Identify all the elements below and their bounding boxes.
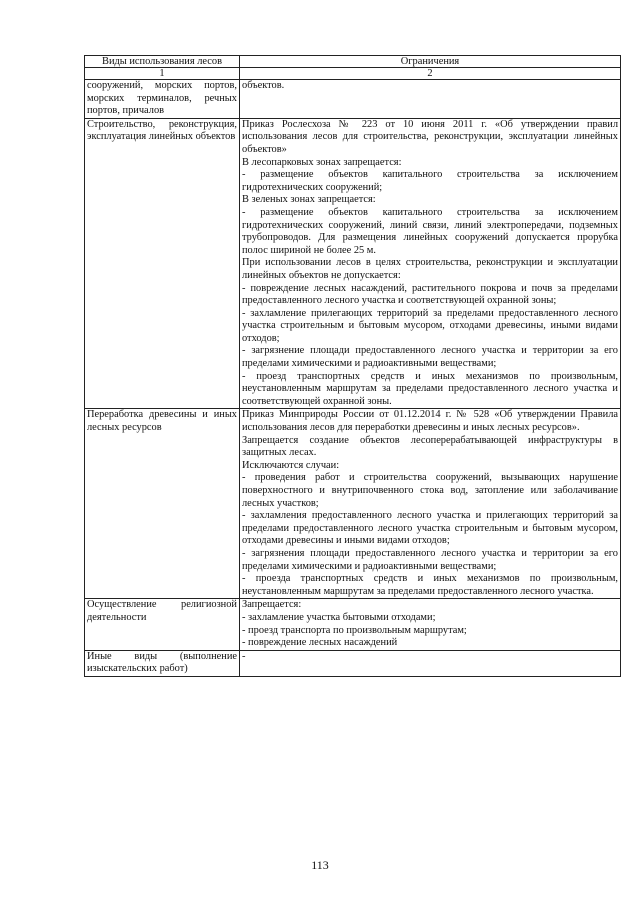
- restriction-line: - проезд транспортных средств и иных механизмов по произвольным, неустановленным маршрутам за пределами предоставленного лесного участка и соответствующей охранной зоны.: [242, 370, 618, 407]
- restriction-line: - загрязнения площади предоставленного лесного участка и территории за его пределами химическими и радиоактивными веществами;: [242, 547, 618, 572]
- table-row: [85, 650, 621, 676]
- restrictions-cell: [240, 80, 621, 119]
- restrictions-table: [84, 55, 621, 677]
- forest-use-cell: Осуществление религиозной деятельности: [85, 599, 240, 650]
- header-forest-use: Виды использования лесов: [85, 56, 240, 68]
- restriction-line: Приказ Минприроды России от 01.12.2014 г. № 528 «Об утверждении Правила использования лесов для переработки древесины и иных лесных ресурсов».: [242, 409, 618, 434]
- table-row: [85, 409, 621, 599]
- restriction-line: - повреждение лесных насаждений, растительного покрова и почв за пределами предоставленного лесного участка и соответствующей охранной зоны;: [242, 282, 618, 307]
- restriction-line: - захламления предоставленного лесного участка и прилегающих территорий за пределами предоставленного лесного участка строительным и бытовым мусором, отходами древесины и иными видами отходов;: [242, 510, 618, 547]
- restriction-line: -: [242, 650, 246, 662]
- restriction-line: - захламление прилегающих территорий за пределами предоставленного лесного участка строительным и бытовым мусором, отходами древесины, иными видами отходов;: [242, 307, 618, 344]
- table-row: [85, 80, 621, 119]
- restriction-line: Исключаются случаи:: [242, 459, 340, 471]
- restrictions-cell: [240, 599, 621, 650]
- table-row: [85, 118, 621, 409]
- restrictions-cell: [240, 118, 621, 409]
- forest-use-cell: Строительство, реконструкция, эксплуатация линейных объектов: [85, 118, 240, 409]
- restriction-line: объектов.: [242, 80, 285, 91]
- header-restrictions: Ограничения: [240, 56, 621, 68]
- page-number: 113: [311, 858, 329, 872]
- restriction-line: - размещение объектов капитального строительства за исключением гидротехнических сооружений, линий связи, линий электропередачи, подземных трубопроводов. Для размещения линейных сооружений допускается прорубка полос шириной не более 25 м.: [242, 206, 618, 256]
- restrictions-cell: [240, 650, 621, 676]
- restriction-line: В лесопарковых зонах запрещается:: [242, 156, 402, 168]
- restriction-line: - проезда транспортных средств и иных механизмов по произвольным, неустановленным маршрутам за пределами предоставленного лесного участка.: [242, 573, 618, 597]
- restriction-line: - размещение объектов капитального строительства за исключением гидротехнических сооружений;: [242, 169, 618, 193]
- restriction-line: - повреждение лесных насаждений: [242, 637, 398, 649]
- column-number-1: 1: [85, 68, 240, 80]
- restriction-line: - проведения работ и строительства сооружений, вызывающих нарушение поверхностного и внутрипочвенного стока вод, затопление или заболачивание лесных участков;: [242, 472, 618, 509]
- restriction-line: При использовании лесов в целях строительства, реконструкции и эксплуатации линейных объектов не допускается:: [242, 257, 618, 281]
- restriction-line: Запрещается:: [242, 599, 302, 611]
- forest-use-cell: Переработка древесины и иных лесных ресурсов: [85, 409, 240, 599]
- column-number-2: 2: [240, 68, 621, 80]
- restriction-line: - загрязнение площади предоставленного лесного участка и территории за его пределами химическими и радиоактивными веществами;: [242, 345, 618, 370]
- restriction-line: - захламление участка бытовыми отходами;: [242, 611, 436, 623]
- table-header-row: [85, 56, 621, 68]
- restriction-line: В зеленых зонах запрещается:: [242, 194, 376, 206]
- forest-use-cell: Иные виды (выполнение изыскательских работ): [85, 650, 240, 676]
- restriction-line: Приказ Рослесхоза № 223 от 10 июня 2011 г. «Об утверждении правил использования лесов для строительства, реконструкции, эксплуатации линейных объектов»: [242, 118, 618, 155]
- restriction-line: - проезд транспорта по произвольным маршрутам;: [242, 624, 467, 636]
- table-row: [85, 599, 621, 650]
- restrictions-cell: [240, 409, 621, 599]
- column-number-row: [85, 68, 621, 80]
- restriction-line: Запрещается создание объектов лесоперерабатывающей инфраструктуры в защитных лесах.: [242, 434, 618, 459]
- forest-use-cell: сооружений, морских портов, морских терминалов, речных портов, причалов: [85, 80, 240, 119]
